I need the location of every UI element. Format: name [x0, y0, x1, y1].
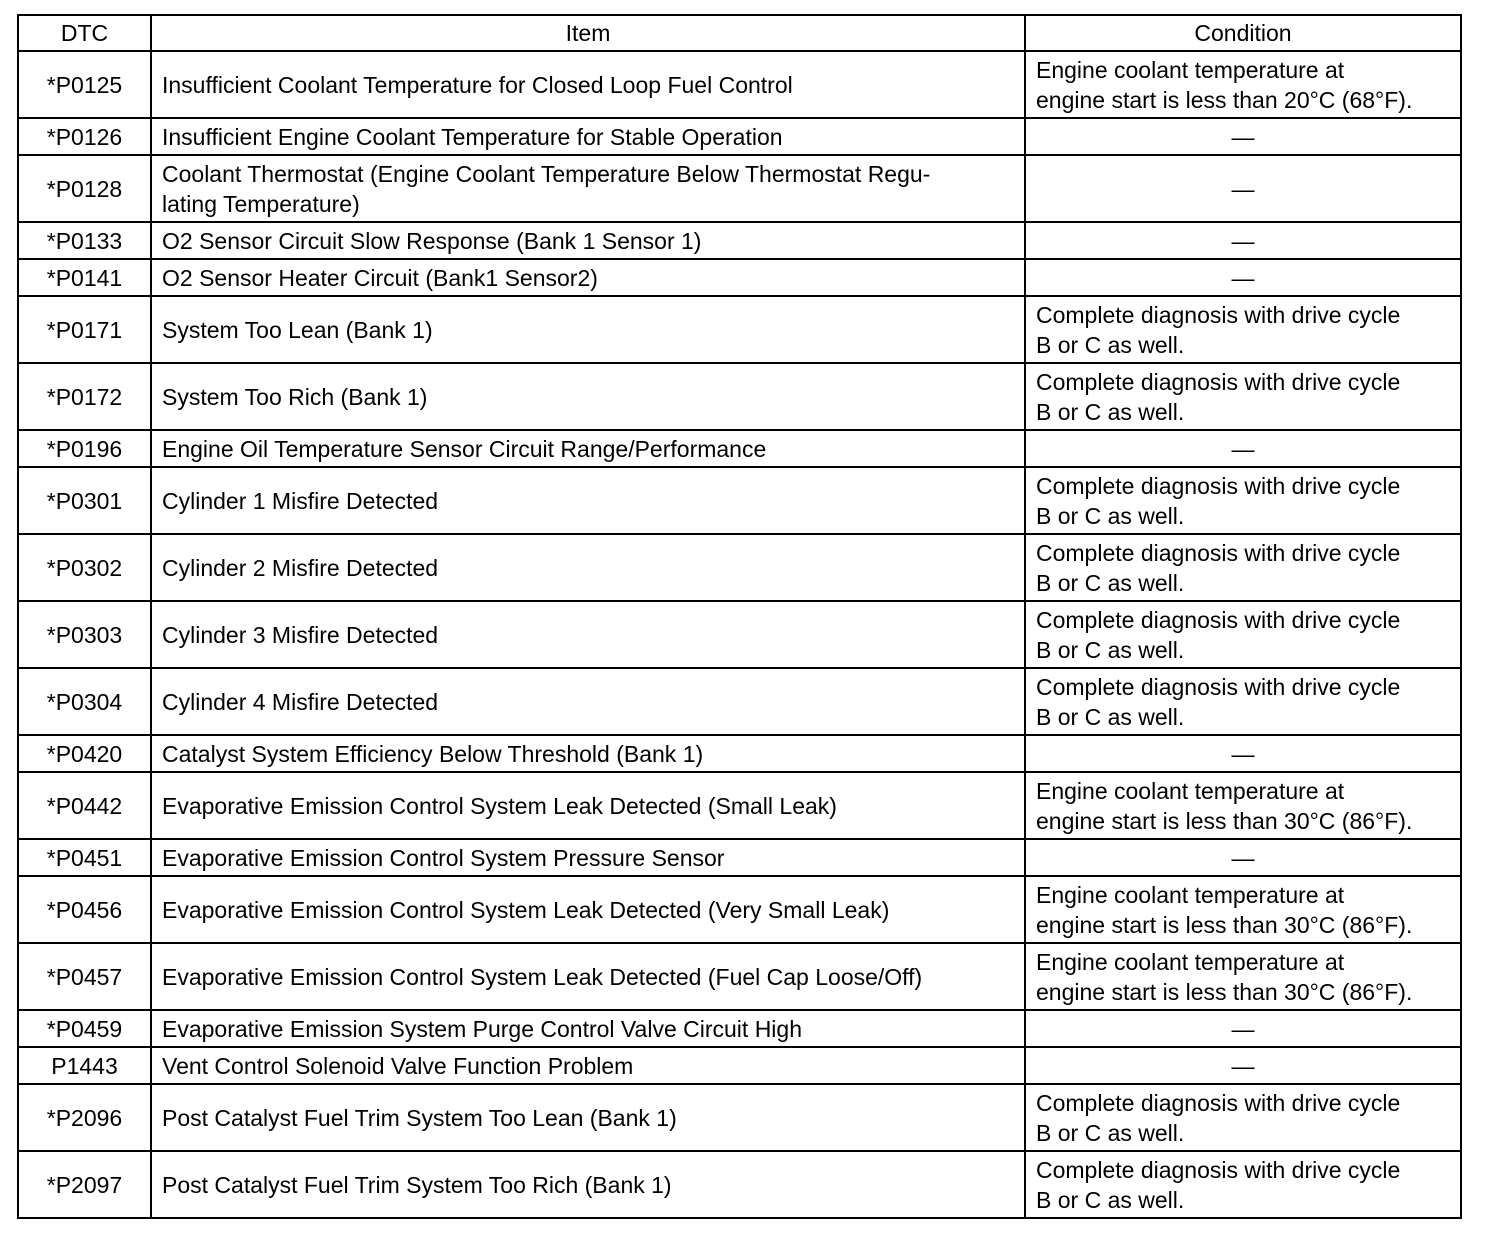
table-row [18, 296, 1461, 363]
table-body [18, 51, 1461, 1218]
item-description-cell [151, 876, 1025, 943]
item-text-line: System Too Lean (Bank 1) [162, 316, 433, 343]
condition-text-line: Complete diagnosis with drive cycle [1036, 539, 1401, 566]
condition-cell [1025, 735, 1461, 772]
table-row [18, 1047, 1461, 1084]
dtc-code-cell: *P2096 [18, 1084, 151, 1151]
condition-cell [1025, 363, 1461, 430]
condition-cell [1025, 1010, 1461, 1047]
item-description-cell [151, 363, 1025, 430]
condition-cell [1025, 1047, 1461, 1084]
condition-cell [1025, 222, 1461, 259]
dtc-code-cell: *P0302 [18, 534, 151, 601]
item-description-cell [151, 839, 1025, 876]
condition-text-line: Complete diagnosis with drive cycle [1036, 472, 1401, 499]
item-description-cell [151, 668, 1025, 735]
condition-cell [1025, 601, 1461, 668]
condition-text-line: Engine coolant temperature at [1036, 948, 1345, 975]
condition-cell [1025, 118, 1461, 155]
item-description-cell [151, 118, 1025, 155]
condition-cell [1025, 876, 1461, 943]
condition-cell [1025, 51, 1461, 118]
condition-text-line: Complete diagnosis with drive cycle [1036, 606, 1401, 633]
condition-text-line: Engine coolant temperature at [1036, 777, 1345, 804]
table-row [18, 51, 1461, 118]
item-text-line: System Too Rich (Bank 1) [162, 383, 428, 410]
condition-none-dash: — [1231, 844, 1255, 871]
condition-cell [1025, 155, 1461, 222]
condition-cell [1025, 668, 1461, 735]
table-row [18, 363, 1461, 430]
condition-cell [1025, 259, 1461, 296]
condition-cell [1025, 772, 1461, 839]
table-row [18, 1084, 1461, 1151]
dtc-code-cell: *P0171 [18, 296, 151, 363]
condition-cell [1025, 839, 1461, 876]
condition-none-dash: — [1231, 264, 1255, 291]
item-text-line: Engine Oil Temperature Sensor Circuit Range/Performance [162, 435, 767, 462]
item-description-cell [151, 155, 1025, 222]
item-description-cell [151, 296, 1025, 363]
table-row [18, 118, 1461, 155]
condition-text-line: Complete diagnosis with drive cycle [1036, 1156, 1401, 1183]
item-description-cell [151, 772, 1025, 839]
item-text-line: Evaporative Emission Control System Leak Detected (Very Small Leak) [162, 896, 890, 923]
item-text-line: Cylinder 3 Misfire Detected [162, 621, 439, 648]
table-row [18, 222, 1461, 259]
dtc-table [17, 14, 1462, 1219]
item-description-cell [151, 943, 1025, 1010]
item-text-line: Post Catalyst Fuel Trim System Too Rich (Bank 1) [162, 1171, 672, 1198]
dtc-code-cell: *P0442 [18, 772, 151, 839]
item-text-line: Catalyst System Efficiency Below Threshold (Bank 1) [162, 740, 704, 767]
condition-text-line: engine start is less than 20°C (68°F). [1036, 86, 1413, 113]
condition-text-line: Engine coolant temperature at [1036, 881, 1345, 908]
condition-cell [1025, 943, 1461, 1010]
item-text-line: Cylinder 2 Misfire Detected [162, 554, 439, 581]
dtc-code-cell: *P0304 [18, 668, 151, 735]
dtc-code-cell: P1443 [18, 1047, 151, 1084]
condition-cell [1025, 534, 1461, 601]
condition-text-line: Complete diagnosis with drive cycle [1036, 368, 1401, 395]
table-row [18, 772, 1461, 839]
dtc-code-cell: *P0457 [18, 943, 151, 1010]
condition-none-dash: — [1231, 227, 1255, 254]
dtc-code-cell: *P0420 [18, 735, 151, 772]
dtc-code-cell: *P0459 [18, 1010, 151, 1047]
condition-cell [1025, 430, 1461, 467]
table-row [18, 467, 1461, 534]
condition-text-line: engine start is less than 30°C (86°F). [1036, 807, 1413, 834]
condition-cell [1025, 296, 1461, 363]
table-row [18, 735, 1461, 772]
item-text-line: Vent Control Solenoid Valve Function Problem [162, 1052, 634, 1079]
table-row [18, 1151, 1461, 1218]
table-row [18, 1010, 1461, 1047]
item-text-line: lating Temperature) [162, 190, 360, 217]
dtc-code-cell: *P0301 [18, 467, 151, 534]
item-text-line: Evaporative Emission Control System Leak Detected (Fuel Cap Loose/Off) [162, 963, 923, 990]
item-description-cell [151, 430, 1025, 467]
condition-none-dash: — [1231, 175, 1255, 202]
dtc-code-cell: *P0172 [18, 363, 151, 430]
item-text-line: Insufficient Engine Coolant Temperature for Stable Operation [162, 123, 783, 150]
condition-none-dash: — [1231, 1015, 1255, 1042]
table-row [18, 601, 1461, 668]
condition-text-line: B or C as well. [1036, 703, 1185, 730]
dtc-code-cell: *P0303 [18, 601, 151, 668]
table-header-row [18, 15, 1461, 51]
item-text-line: Evaporative Emission Control System Pressure Sensor [162, 844, 725, 871]
item-description-cell [151, 51, 1025, 118]
condition-text-line: B or C as well. [1036, 398, 1185, 425]
item-text-line: Coolant Thermostat (Engine Coolant Temperature Below Thermostat Regu- [162, 160, 931, 187]
condition-cell [1025, 1084, 1461, 1151]
item-text-line: Cylinder 4 Misfire Detected [162, 688, 439, 715]
item-description-cell [151, 1151, 1025, 1218]
item-description-cell [151, 259, 1025, 296]
item-description-cell [151, 1010, 1025, 1047]
condition-text-line: B or C as well. [1036, 502, 1185, 529]
condition-text-line: B or C as well. [1036, 1186, 1185, 1213]
dtc-code-cell: *P0456 [18, 876, 151, 943]
condition-text-line: Engine coolant temperature at [1036, 56, 1345, 83]
table-row [18, 534, 1461, 601]
item-description-cell [151, 1084, 1025, 1151]
dtc-code-cell: *P0451 [18, 839, 151, 876]
table-row [18, 155, 1461, 222]
table-row [18, 668, 1461, 735]
condition-cell [1025, 1151, 1461, 1218]
dtc-code-cell: *P0141 [18, 259, 151, 296]
condition-text-line: B or C as well. [1036, 569, 1185, 596]
table-row [18, 259, 1461, 296]
item-text-line: Post Catalyst Fuel Trim System Too Lean (Bank 1) [162, 1104, 677, 1131]
condition-text-line: B or C as well. [1036, 636, 1185, 663]
condition-text-line: Complete diagnosis with drive cycle [1036, 673, 1401, 700]
condition-text-line: Complete diagnosis with drive cycle [1036, 1089, 1401, 1116]
item-text-line: Insufficient Coolant Temperature for Closed Loop Fuel Control [162, 71, 793, 98]
item-text-line: Evaporative Emission Control System Leak Detected (Small Leak) [162, 792, 837, 819]
condition-text-line: B or C as well. [1036, 1119, 1185, 1146]
condition-none-dash: — [1231, 435, 1255, 462]
item-description-cell [151, 1047, 1025, 1084]
table-row [18, 943, 1461, 1010]
condition-text-line: Complete diagnosis with drive cycle [1036, 301, 1401, 328]
condition-cell [1025, 467, 1461, 534]
dtc-code-cell: *P0125 [18, 51, 151, 118]
item-description-cell [151, 601, 1025, 668]
item-text-line: O2 Sensor Heater Circuit (Bank1 Sensor2) [162, 264, 598, 291]
table-row [18, 839, 1461, 876]
table-row [18, 876, 1461, 943]
dtc-code-cell: *P0126 [18, 118, 151, 155]
item-description-cell [151, 534, 1025, 601]
dtc-code-cell: *P0133 [18, 222, 151, 259]
condition-none-dash: — [1231, 740, 1255, 767]
condition-text-line: B or C as well. [1036, 331, 1185, 358]
item-description-cell [151, 222, 1025, 259]
header-dtc: DTC [18, 15, 151, 51]
dtc-code-cell: *P0196 [18, 430, 151, 467]
dtc-code-cell: *P2097 [18, 1151, 151, 1218]
condition-text-line: engine start is less than 30°C (86°F). [1036, 911, 1413, 938]
item-description-cell [151, 467, 1025, 534]
item-description-cell [151, 735, 1025, 772]
dtc-table-container [17, 14, 1462, 1219]
item-text-line: Cylinder 1 Misfire Detected [162, 487, 439, 514]
header-item: Item [151, 15, 1025, 51]
condition-text-line: engine start is less than 30°C (86°F). [1036, 978, 1413, 1005]
dtc-code-cell: *P0128 [18, 155, 151, 222]
table-row [18, 430, 1461, 467]
item-text-line: O2 Sensor Circuit Slow Response (Bank 1 Sensor 1) [162, 227, 702, 254]
item-text-line: Evaporative Emission System Purge Control Valve Circuit High [162, 1015, 802, 1042]
condition-none-dash: — [1231, 123, 1255, 150]
condition-none-dash: — [1231, 1052, 1255, 1079]
header-condition: Condition [1025, 15, 1461, 51]
